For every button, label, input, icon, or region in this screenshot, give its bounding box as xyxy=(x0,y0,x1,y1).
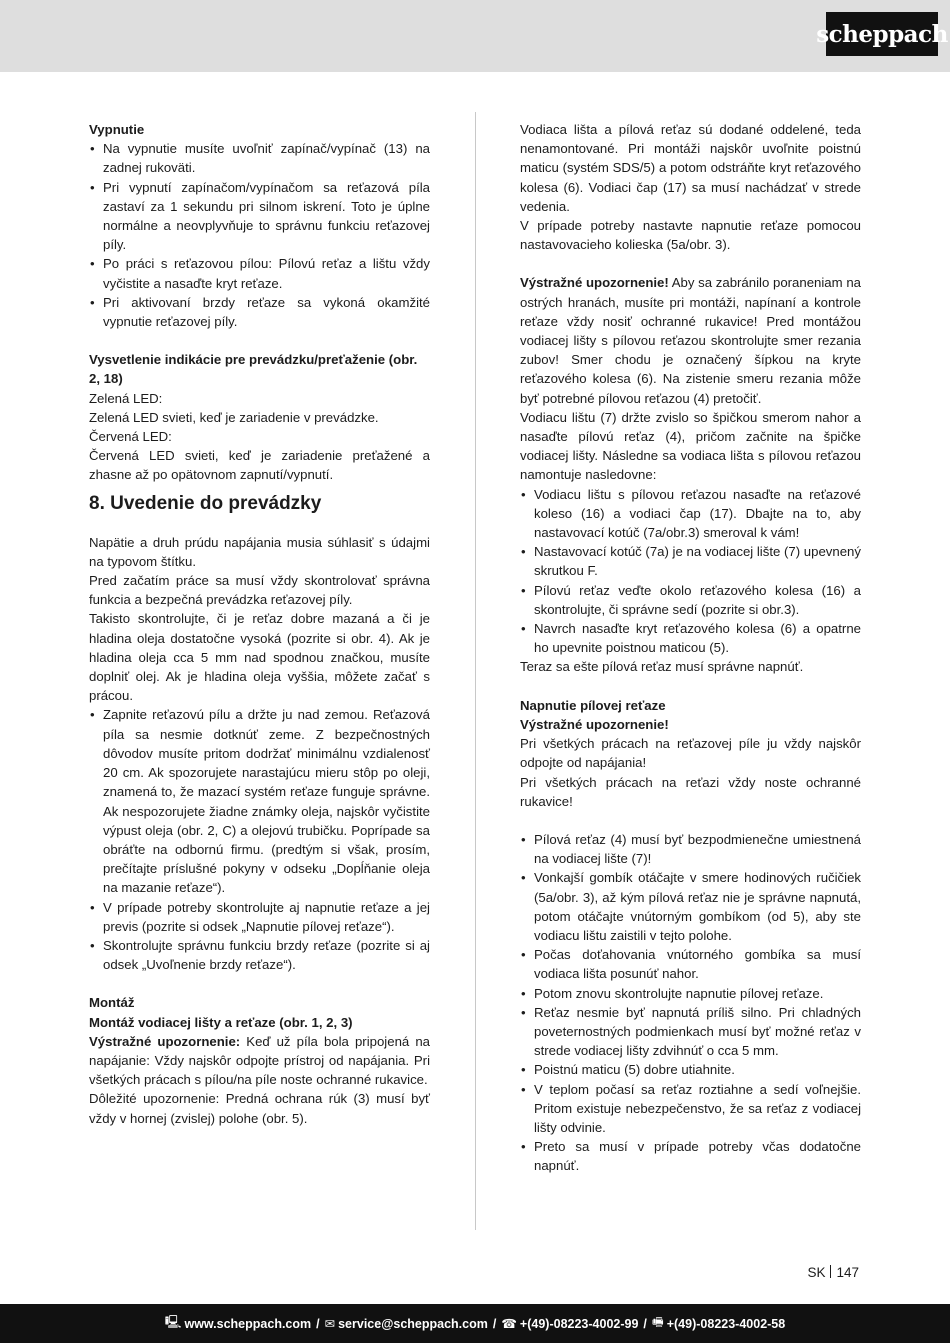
footer-email[interactable]: service@scheppach.com xyxy=(338,1316,488,1331)
paragraph: Takisto skontrolujte, či je reťaz dobre mazaná a či je hladina oleja dostatočne vysoká (pozrite si obr. 4). Ak je hladina oleja cca 5 mm nad spodnou značkou, musíte doplniť olej. Ak je hladina oleja vyššia, môžete začať s prácou. xyxy=(89,611,430,704)
list-item: • Pílová reťaz (4) musí byť bezpodmienečne umiestnená na vodiacej lište (7)! xyxy=(520,830,861,868)
warning-label: Výstražné upozornenie: xyxy=(89,1033,241,1049)
list-item: • Reťaz nesmie byť napnutá príliš silno. Pri chladných poveternostných podmienkach musí byť možné reťaz v strede vodiacej lišty zdvihnúť o cca 5 mm. xyxy=(520,1003,861,1061)
footer-fax: +(49)-08223-4002-58 xyxy=(666,1316,786,1331)
list-item: • Pri aktivovaní brzdy reťaze sa vykoná okamžité vypnutie reťazovej píly. xyxy=(89,293,430,331)
note-paragraph: Dôležité upozornenie: Predná ochrana rúk (3) musí byť vždy v hornej (zvislej) polohe (obr. 5). xyxy=(89,1091,430,1126)
paragraph: Napätie a druh prúdu napájania musia súhlasiť s údajmi na typovom štítku. xyxy=(89,534,430,569)
list-item: • V prípade potreby skontrolujte aj napnutie reťaze a jej previs (pozrite si odsek „Napnutie pílovej reťaze“). xyxy=(89,898,430,936)
text-line: Zelená LED svieti, keď je zariadenie v prevádzke. xyxy=(89,409,379,425)
fax-icon: 🖷 xyxy=(651,1315,664,1329)
paragraph: Teraz sa ešte pílová reťaz musí správne napnúť. xyxy=(520,659,804,675)
warning-paragraph xyxy=(520,273,861,407)
list-item: • Navrch nasaďte kryt reťazového kolesa (6) a opatrne ho upevnite poistnou maticou (5). xyxy=(520,619,861,657)
list-item: • Vonkajší gombík otáčajte v smere hodinových ručičiek (5a/obr. 3), až kým pílová reťaz nie je správne napnutá, potom otáčajte vnútorným gombíkom (od 5), aby ste vodiacu lištu zaistili v tejto polohe. xyxy=(520,868,861,945)
footer-bar: 🖳 www.scheppach.com / ✉ service@scheppach.com / ☎ +(49)-08223-4002-99 / 🖷 +(49)-08223-4002-58 xyxy=(0,1304,950,1343)
tension-list xyxy=(520,830,861,1176)
startup-list xyxy=(89,705,430,974)
text-line: Červená LED svieti, keď je zariadenie preťažené a zhasne až po opätovnom zapnutí/vypnutí. xyxy=(89,448,430,483)
text-line: Červená LED: xyxy=(89,429,172,445)
page-number xyxy=(807,1265,859,1280)
column-divider xyxy=(475,112,476,1230)
heading-montaz: Montáž xyxy=(89,995,135,1011)
list-item: • Skontrolujte správnu funkciu brzdy reťaze (pozrite si aj odsek „Uvoľnenie brzdy reťaze“). xyxy=(89,936,430,974)
scheppach-logo: scheppach xyxy=(826,12,938,56)
guide-list xyxy=(520,485,861,658)
list-item: • Preto sa musí v prípade potreby včas dodatočne napnúť. xyxy=(520,1137,861,1175)
footer-phone: +(49)-08223-4002-99 xyxy=(519,1316,639,1331)
warning-paragraph xyxy=(89,1032,430,1090)
page-number-value: 147 xyxy=(836,1265,859,1280)
paragraph: Pred začatím práce sa musí vždy skontrolovať správna funkcia a bezpečná prevádzka reťazovej píly. xyxy=(89,573,430,608)
paragraph: Pri všetkých prácach na reťazi vždy noste ochranné rukavice! xyxy=(520,774,861,809)
paragraph: Pri všetkých prácach na reťazovej píle ju vždy najskôr odpojte od napájania! xyxy=(520,736,861,771)
list-item: • Pri vypnutí zapínačom/vypínačom sa reťazová píla zastaví za 1 sekundu pri silnom iskrení. Toto je úplne normálne a neovplyvňuje to správnu funkciu reťazovej píly. xyxy=(89,178,430,255)
email-icon: ✉ xyxy=(324,1317,336,1331)
heading-vypnutie: Vypnutie xyxy=(89,122,145,137)
footer-website[interactable]: www.scheppach.com xyxy=(184,1316,312,1331)
list-item: • V teplom počasí sa reťaz roztiahne a sedí voľnejšie. Pritom existuje nebezpečenstvo, že sa reťaz z vodiacej lišty odvinie. xyxy=(520,1080,861,1138)
paragraph: V prípade potreby nastavte napnutie reťaze pomocou nastavovacieho kolieska (5a/obr. 3). xyxy=(520,218,861,253)
paragraph: Vodiaca lišta a pílová reťaz sú dodané oddelené, teda nenamontované. Pri montáži najskôr uvoľnite poistnú maticu (systém SDS/5) a potom odstráňte kryt reťazového kolesa (6). Vodiaci čap (17) sa musí nachádzať v strede vedenia. xyxy=(520,122,861,214)
list-item: • Potom znovu skontrolujte napnutie pílovej reťaze. xyxy=(520,984,861,1003)
warning-heading: Výstražné upozornenie! xyxy=(520,716,669,732)
computer-icon: 🖳 xyxy=(164,1315,182,1329)
list-item: • Na vypnutie musíte uvoľniť zapínač/vypínač (13) na zadnej rukoväti. xyxy=(89,139,430,177)
warning-text: Aby sa zabránilo poraneniam na ostrých hranách, musíte pri montáži, napínaní a kontrole reťaze vždy nosiť ochranné rukavice! Pred montážou vodiacej lišty s pílovou reťazou skontrolujte smer rezania zubov! Smer chodu je označený šípkou na kryte reťazového kolesa (6). Na zistenie smeru rezania môže byť potrebné pílovou reťazou (4) pretočiť. xyxy=(520,275,861,406)
subheading-montaz: Montáž vodiacej lišty a reťaze (obr. 1, 2, 3) xyxy=(89,1014,353,1030)
paragraph: Vodiacu lištu (7) držte zvislo so špičkou smerom nahor a nasaďte pílovú reťaz (4), pričom začnite na špičke vodiacej lišty. Následne sa vodiaca lišta s pílovou reťazou namontuje nasledovne: xyxy=(520,409,861,483)
language-code: SK xyxy=(807,1265,826,1280)
phone-icon: ☎ xyxy=(501,1317,517,1331)
list-item: • Poistnú maticu (5) dobre utiahnite. xyxy=(520,1060,861,1079)
list-item: • Počas doťahovania vnútorného gombíka sa musí vodiaca lišta posunúť nahor. xyxy=(520,945,861,983)
text-line: Zelená LED: xyxy=(89,390,163,406)
section-title: 8. Uvedenie do prevádzky xyxy=(89,492,322,514)
header-band xyxy=(0,0,950,72)
list-item: • Po práci s reťazovou pílou: Pílovú reťaz a lištu vždy vyčistite a nasaďte kryt reťaze. xyxy=(89,254,430,292)
warning-text: Keď už píla bola pripojená na napájanie: Vždy najskôr odpojte prístroj od napájania. Pri všetkých prácach s pílou/na píle noste ochranné rukavice. xyxy=(89,1033,430,1088)
warning-label: Výstražné upozornenie! xyxy=(520,275,669,291)
left-column xyxy=(89,120,430,1128)
right-column xyxy=(520,120,861,1176)
list-item: • Zapnite reťazovú pílu a držte ju nad zemou. Reťazová píla sa nesmie dotknúť zeme. Z bezpečnostných dôvodov musíte pritom dodržať minimálnu vzdialenosť 20 cm. Ak spozorujete narastajúcu mieru stôp po oleji, znamená to, že mazací systém reťaze funguje správne. Ak nespozorujete žiadne známky oleja, najskôr vyčistite výpust oleja (obr. 2, C) a olejovú trubičku. Poprípade sa obráťte na odbornú firmu. (predtým si však, prosím, prečítajte príslušné pokyny v odseku „Dopĺňanie oleja na mazanie reťaze“). xyxy=(89,705,430,897)
vypnutie-list xyxy=(89,139,430,331)
heading-led-indication: Vysvetlenie indikácie pre prevádzku/preťaženie (obr. 2, 18) xyxy=(89,352,418,387)
heading-napnutie: Napnutie pílovej reťaze xyxy=(520,697,666,713)
list-item: • Nastavovací kotúč (7a) je na vodiacej lište (7) upevnený skrutkou F. xyxy=(520,542,861,580)
list-item: • Vodiacu lištu s pílovou reťazou nasaďte na reťazové koleso (16) a vodiaci čap (17). Dbajte na to, aby nastavovací kotúč (7a/obr.3) smeroval k vám! xyxy=(520,485,861,543)
list-item: • Pílovú reťaz veďte okolo reťazového kolesa (16) a skontrolujte, či správne sedí (pozrite si obr.3). xyxy=(520,581,861,619)
